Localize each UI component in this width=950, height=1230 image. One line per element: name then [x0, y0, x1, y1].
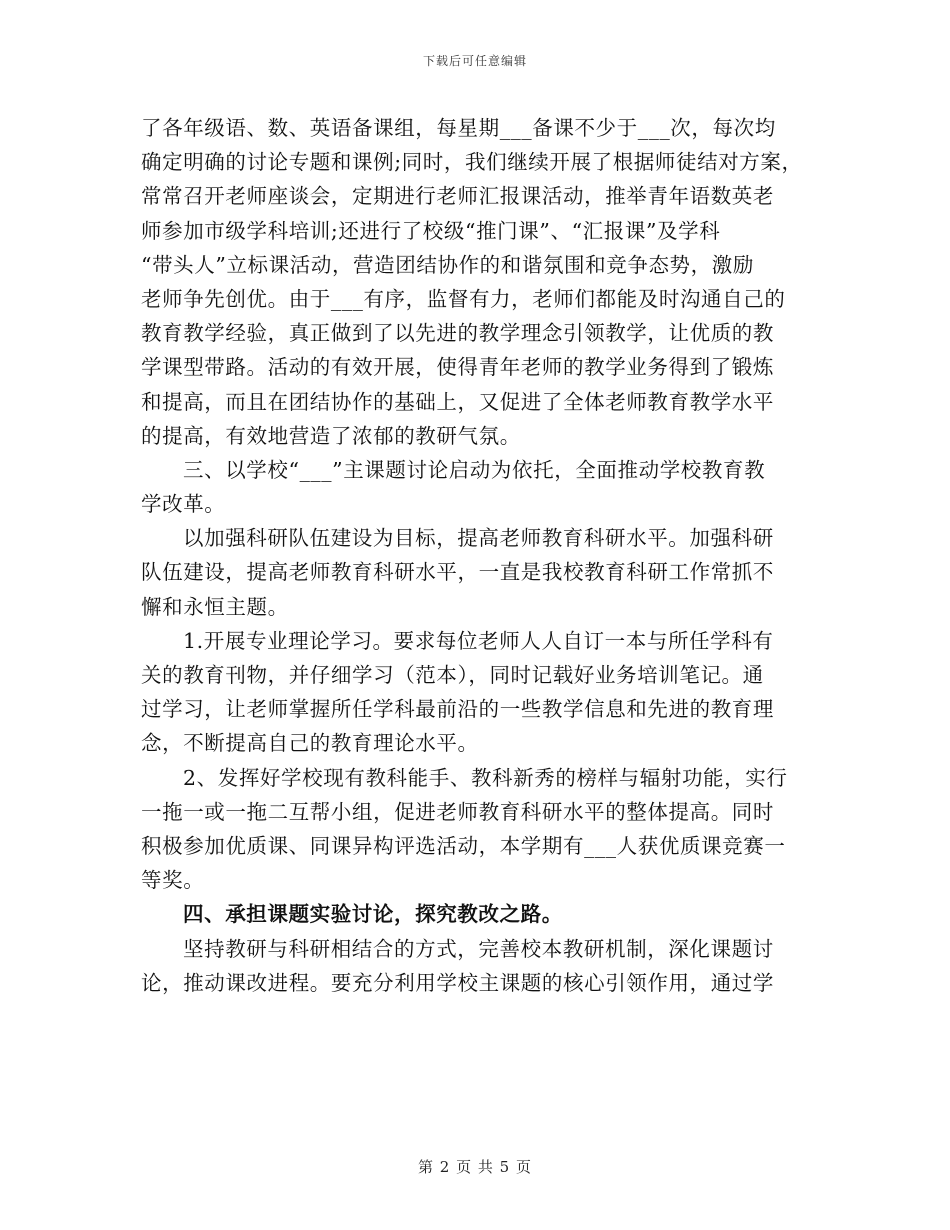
body-line: “带头人”立标课活动，营造团结协作的和谐氛围和竞争态势，激励	[141, 252, 754, 277]
body-line: 懈和永恒主题。	[141, 594, 289, 619]
list-item-line: 1.开展专业理论学习。要求每位老师人人自订一本与所任学科有	[183, 628, 774, 653]
page-number-footer: 第 2 页 共 5 页	[418, 1158, 532, 1176]
body-line: 教育教学经验，真正做到了以先进的教学理念引领教学，让优质的教	[141, 321, 774, 346]
page-header: 下载后可任意编辑	[422, 54, 527, 68]
body-line: 师参加市级学科培训;还进行了校级“推门课”、“汇报课”及学科	[141, 218, 721, 243]
body-line: 和提高，而且在团结协作的基础上，又促进了全体老师教育教学水平	[141, 389, 774, 414]
body-line: 一拖一或一拖二互帮小组，促进老师教育科研水平的整体提高。同时	[141, 799, 774, 824]
list-item-line: 2、发挥好学校现有教科能手、教科新秀的榜样与辐射功能，实行	[183, 765, 788, 790]
body-line: 念，不断提高自己的教育理论水平。	[141, 731, 479, 756]
paragraph-start-line: 坚持教研与科研相结合的方式，完善校本教研机制，深化课题讨	[183, 936, 774, 961]
body-line: 关的教育刊物，并仔细学习（范本），同时记载好业务培训笔记。通	[141, 663, 764, 687]
body-line: 学课型带路。活动的有效开展，使得青年老师的教学业务得到了锻炼	[141, 355, 774, 380]
section-heading-bold: 四、承担课题实验讨论，探究教改之路。	[183, 902, 563, 927]
body-line: 学改革。	[141, 492, 226, 517]
body-line: 确定明确的讨论专题和课例;同时，我们继续开展了根据师徒结对方案，	[141, 150, 803, 175]
body-line: 的提高，有效地营造了浓郁的教研气氛。	[141, 423, 521, 448]
body-line: 过学习，让老师掌握所任学科最前沿的一些教学信息和先进的教育理	[141, 697, 774, 722]
body-line: 常常召开老师座谈会，定期进行老师汇报课活动，推举青年语数英老	[141, 184, 774, 209]
section-heading-line: 三、以学校“___”主课题讨论启动为依托，全面推动学校教育教	[183, 457, 766, 482]
paragraph-start-line: 以加强科研队伍建设为目标，提高老师教育科研水平。加强科研	[183, 526, 774, 551]
document-body	[141, 111, 817, 1000]
body-line: 老师争先创优。由于___有序，监督有力，老师们都能及时沟通自己的	[141, 286, 786, 311]
body-line: 等奖。	[141, 868, 205, 893]
body-line: 队伍建设，提高老师教育科研水平，一直是我校教育科研工作常抓不	[141, 560, 774, 585]
body-line: 积极参加优质课、同课异构评选活动，本学期有___人获优质课竞赛一	[141, 833, 786, 858]
body-line: 了各年级语、数、英语备课组，每星期___备课不少于___次，每次均	[141, 116, 776, 140]
body-line: 论，推动课改进程。要充分利用学校主课题的核心引领作用，通过学	[141, 970, 774, 995]
